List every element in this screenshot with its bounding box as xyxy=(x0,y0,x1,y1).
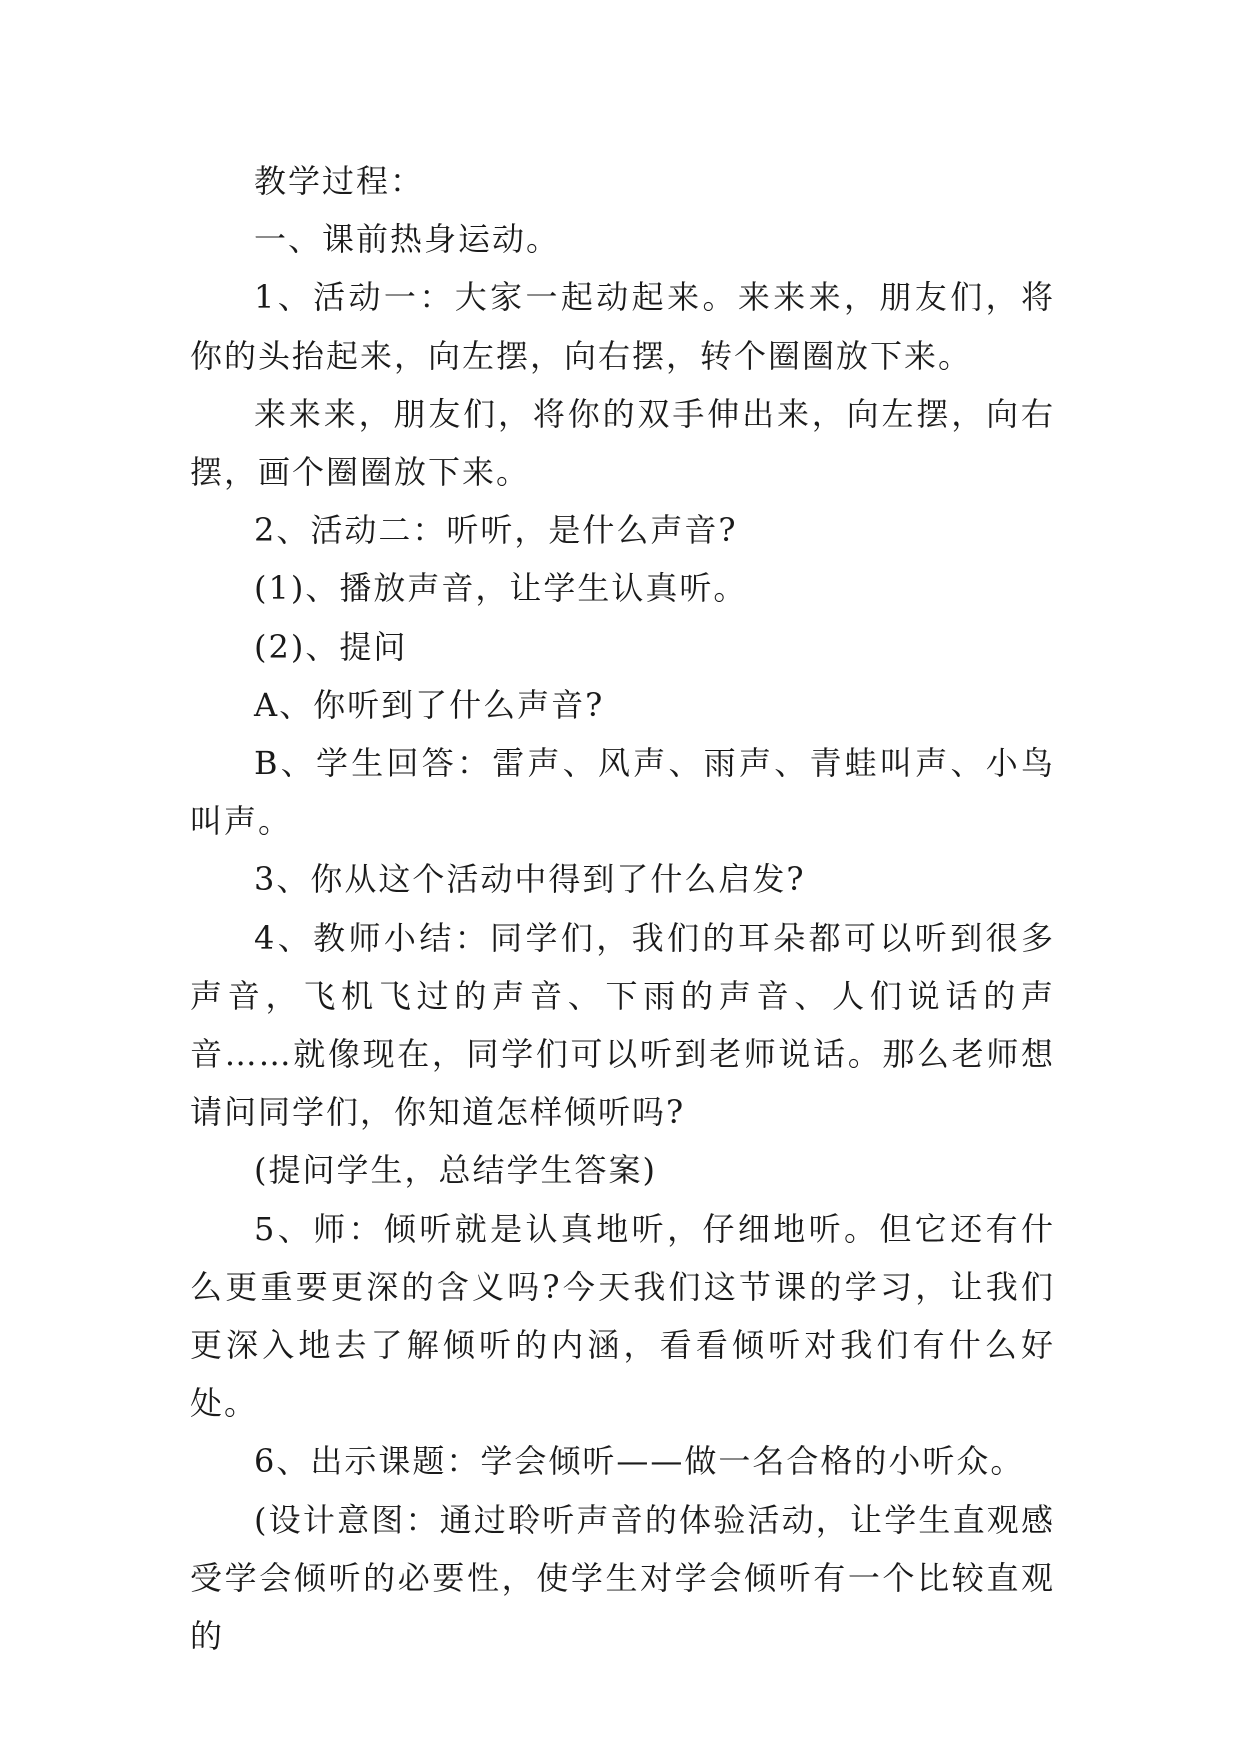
paragraph-question: (2)、提问 xyxy=(254,627,408,666)
section-heading-teaching-process: 教学过程： xyxy=(254,162,425,200)
paragraph-activity-one: 1、活动一：大家一起动起来。来来来，朋友们，将你的头抬起来，向左摆，向右摆，转个圈圈放下来。 xyxy=(190,278,1055,375)
paragraph-design-intent: (设计意图：通过聆听声音的体验活动，让学生直观感受学会倾听的必要性，使学生对学会倾听有一个比较直观的 xyxy=(190,1500,1055,1656)
paragraph-activity-two: 2、活动二：听听，是什么声音? xyxy=(254,511,738,550)
paragraph-answer-b: B、学生回答：雷声、风声、雨声、青蛙叫声、小鸟叫声。 xyxy=(190,744,1055,841)
paragraph-listening-meaning: 5、师：倾听就是认真地听，仔细地听。但它还有什么更重要更深的含义吗?今天我们这节课的学习，让我们更深入地去了解倾听的内涵，看看倾听对我们有什么好处。 xyxy=(190,1209,1055,1423)
paragraph-teacher-summary: 4、教师小结：同学们，我们的耳朵都可以听到很多声音，飞机飞过的声音、下雨的声音、人们说话的声音……就像现在，同学们可以听到老师说话。那么老师想请问同学们，你知道怎样倾听吗? xyxy=(190,918,1055,1132)
document-body xyxy=(190,152,1055,1665)
paragraph-ask-students: (提问学生，总结学生答案) xyxy=(254,1151,657,1190)
paragraph-play-sound: (1)、播放声音，让学生认真听。 xyxy=(254,569,748,608)
section-heading-warmup: 一、课前热身运动。 xyxy=(254,220,561,259)
paragraph-activity-one-continued: 来来来，朋友们，将你的双手伸出来，向左摆，向右摆，画个圈圈放下来。 xyxy=(190,394,1055,492)
paragraph-question-a: A、你听到了什么声音? xyxy=(254,685,605,724)
paragraph-show-topic: 6、出示课题：学会倾听——做一名合格的小听众。 xyxy=(254,1442,1025,1481)
paragraph-inspiration: 3、你从这个活动中得到了什么启发? xyxy=(254,860,806,899)
